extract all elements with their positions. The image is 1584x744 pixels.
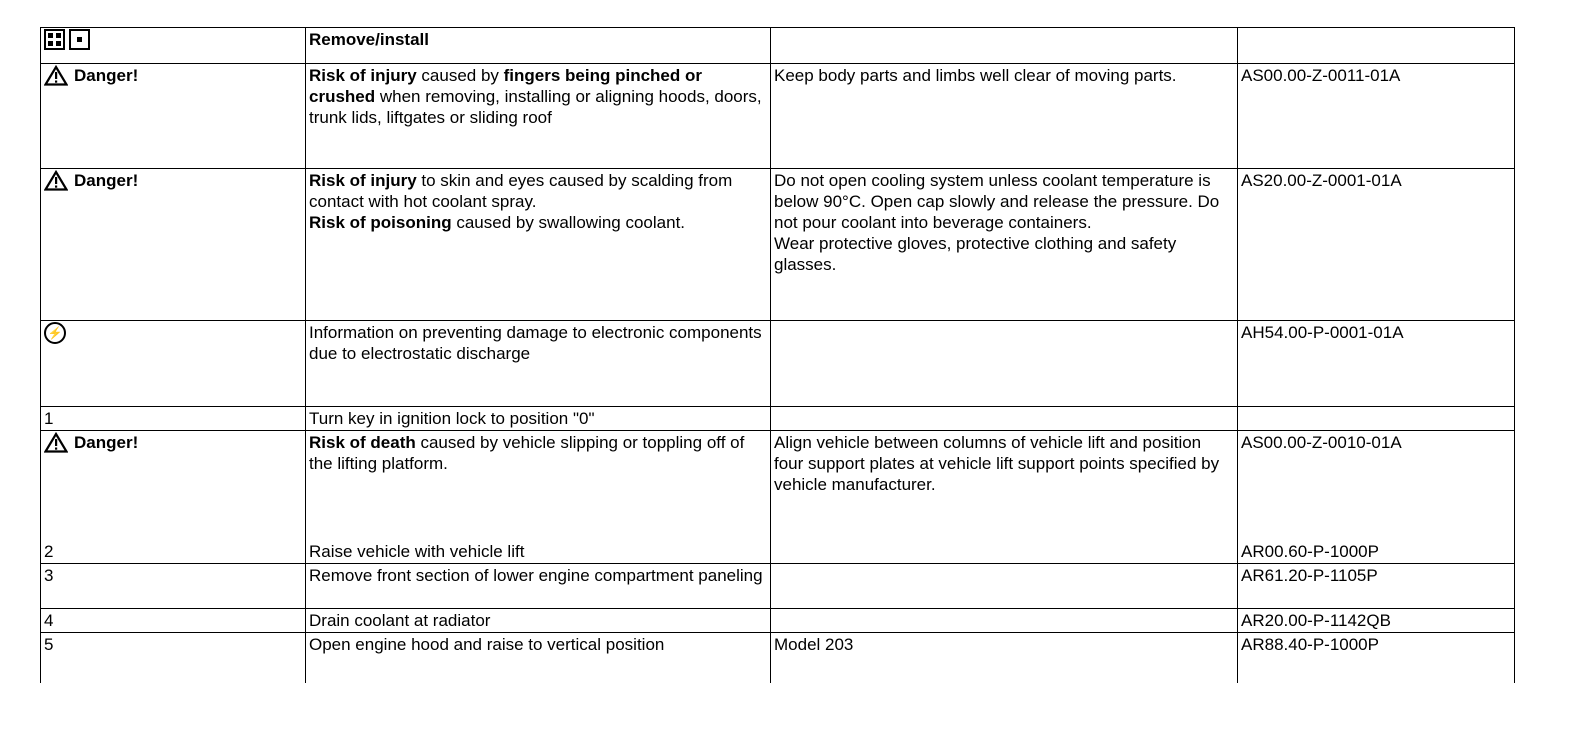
reference-link[interactable]: AS00.00-Z-0011-01A — [1238, 64, 1515, 169]
danger-cell — [41, 169, 306, 321]
danger-label: Danger! — [74, 433, 139, 452]
measure-cell: Align vehicle between columns of vehicle lift and position four support plates at vehicle lift support points specified by vehicle manufacturer. — [771, 431, 1238, 540]
empty-cell — [1238, 407, 1515, 431]
risk-cell: Risk of injury caused by fingers being pinched or crushed when removing, installing or aligning hoods, doors, trunk lids, liftgates or sliding roof — [306, 64, 771, 169]
warning-triangle-icon — [44, 170, 68, 191]
danger-label: Danger! — [74, 66, 139, 85]
danger-cell — [41, 64, 306, 169]
step-text: Remove front section of lower engine compartment paneling — [306, 564, 771, 609]
symbol-cell — [41, 321, 306, 407]
table-row — [41, 540, 1515, 564]
table-row — [41, 609, 1515, 633]
warning-triangle-icon — [44, 432, 68, 453]
info-text: Information on preventing damage to electronic components due to electrostatic discharge — [306, 321, 771, 407]
step-text: Turn key in ignition lock to position "0" — [306, 407, 771, 431]
reference-link[interactable]: AR00.60-P-1000P — [1238, 540, 1515, 564]
step-text: Open engine hood and raise to vertical position — [306, 633, 771, 683]
step-text: Drain coolant at radiator — [306, 609, 771, 633]
reference-link[interactable]: AS20.00-Z-0001-01A — [1238, 169, 1515, 321]
step-text: Raise vehicle with vehicle lift — [306, 540, 771, 564]
risk-cell: Risk of injury to skin and eyes caused by scalding from contact with hot coolant spray. Risk of poisoning caused by swallowing coolant. — [306, 169, 771, 321]
table-row — [41, 321, 1515, 407]
reference-link[interactable]: AR61.20-P-1105P — [1238, 564, 1515, 609]
reference-link[interactable]: AH54.00-P-0001-01A — [1238, 321, 1515, 407]
header-row — [41, 28, 1515, 64]
table-row — [41, 169, 1515, 321]
step-number: 4 — [41, 609, 306, 633]
table-row — [41, 407, 1515, 431]
warning-triangle-icon — [44, 65, 68, 86]
table-row — [41, 633, 1515, 683]
empty-cell — [771, 407, 1238, 431]
empty-cell — [771, 609, 1238, 633]
step-number: 2 — [41, 540, 306, 564]
symbol-cell — [41, 28, 306, 64]
header-empty — [1238, 28, 1515, 64]
empty-cell — [771, 540, 1238, 564]
esd-icon: ⚡ — [44, 322, 66, 344]
note-cell: Model 203 — [771, 633, 1238, 683]
reference-link[interactable]: AS00.00-Z-0010-01A — [1238, 431, 1515, 540]
reference-link[interactable]: AR88.40-P-1000P — [1238, 633, 1515, 683]
step-number: 3 — [41, 564, 306, 609]
measure-cell: Do not open cooling system unless coolant temperature is below 90°C. Open cap slowly and release the pressure. Do not pour coolant into beverage containers. Wear protective gloves, protective clothing and safety glasses. — [771, 169, 1238, 321]
expand-icon — [44, 29, 65, 50]
step-number: 5 — [41, 633, 306, 683]
empty-cell — [771, 564, 1238, 609]
empty-cell — [771, 321, 1238, 407]
procedure-table — [40, 27, 1515, 683]
step-number: 1 — [41, 407, 306, 431]
risk-cell: Risk of death caused by vehicle slipping or toppling off of the lifting platform. — [306, 431, 771, 540]
table-row — [41, 564, 1515, 609]
table-row — [41, 431, 1515, 540]
danger-cell — [41, 431, 306, 540]
measure-cell: Keep body parts and limbs well clear of moving parts. — [771, 64, 1238, 169]
header-title: Remove/install — [306, 28, 771, 64]
table-row — [41, 64, 1515, 169]
danger-label: Danger! — [74, 171, 139, 190]
collapse-icon — [69, 29, 90, 50]
header-empty — [771, 28, 1238, 64]
reference-link[interactable]: AR20.00-P-1142QB — [1238, 609, 1515, 633]
